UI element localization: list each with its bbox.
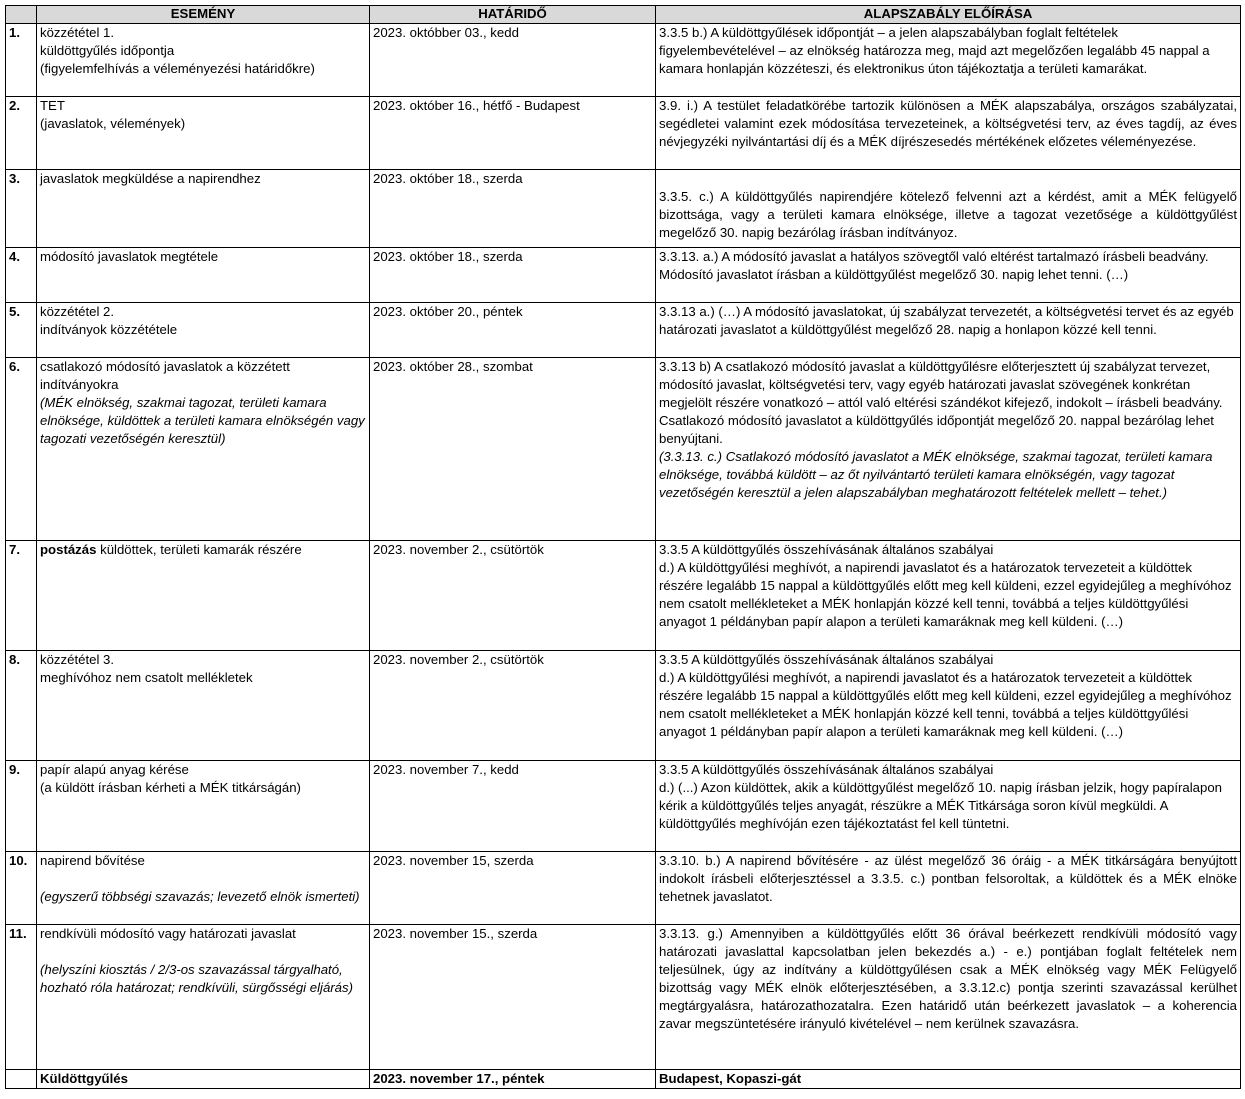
table-row — [6, 651, 1241, 761]
event-cell — [37, 541, 370, 651]
table-row — [6, 541, 1241, 651]
event-line: (javaslatok, vélemények) — [40, 116, 186, 131]
row-number: 8. — [6, 651, 37, 761]
rule-text: d.) A küldöttgyűlési meghívót, a napirendi javaslatot és a határozatok tervezeteit a küldöttek részére legalább 15 nappal a küldöttgyűlés előtt meg kell küldeni, ezzel egyidejűleg a meghívóhoz nem csatolt mellékleteket a MÉK honlapján közzé kell tenni, továbbá a teljes küldöttgyűlési anyagot 1 példányban papír alapon a területi kamaráknak meg kell küldeni. (…) — [659, 560, 1232, 629]
rule-cell — [656, 358, 1241, 541]
table-row — [6, 24, 1241, 97]
event-cell — [37, 24, 370, 97]
deadline-cell: 2023. november 7., kedd — [370, 761, 656, 852]
rule-text: d.) A küldöttgyűlési meghívót, a napirendi javaslatot és a határozatok tervezeteit a küldöttek részére legalább 15 nappal a küldöttgyűlés előtt meg kell küldeni, ezzel egyidejűleg a meghívóhoz nem csatolt mellékleteket a MÉK honlapján közzé kell tenni, továbbá a teljes küldöttgyűlési anyagot 1 példányban papír alapon a területi kamaráknak meg kell küldeni. (…) — [659, 670, 1232, 739]
final-row — [6, 1070, 1241, 1089]
spacer — [40, 870, 366, 888]
deadline-cell: 2023. október 20., péntek — [370, 303, 656, 358]
row-number: 10. — [6, 852, 37, 925]
rule-cell: 3.3.10. b.) A napirend bővítésére - az ülést megelőző 36 óráig - a MÉK titkárságára benyújtott indokolt írásbeli előterjesztéssel a 3.3.5. c.) pontban felsoroltak, a küldöttek és a MÉK elnöke tehetnek javaslatot. — [656, 852, 1241, 925]
event-line: javaslatok megküldése a napirendhez — [40, 171, 261, 186]
final-location: Budapest, Kopaszi-gát — [656, 1070, 1241, 1089]
event-line: (figyelemfelhívás a véleményezési határidőkre) — [40, 61, 315, 76]
deadline-cell: 2023. október 18., szerda — [370, 170, 656, 248]
row-number: 1. — [6, 24, 37, 97]
row-number: 5. — [6, 303, 37, 358]
event-cell — [37, 925, 370, 1070]
table-header-row — [6, 6, 1241, 24]
event-note: (helyszíni kiosztás / 2/3-os szavazással tárgyalható, hozható róla határozat; rendkívüli, sürgősségi eljárás) — [40, 962, 354, 995]
event-cell — [37, 303, 370, 358]
rule-cell — [656, 541, 1241, 651]
rule-heading: 3.3.5 A küldöttgyűlés összehívásának általános szabályai — [659, 542, 994, 557]
event-line: közzététel 2. — [40, 304, 115, 319]
row-number: 6. — [6, 358, 37, 541]
spacer — [40, 943, 366, 961]
rule-cell: 3.9. i.) A testület feladatkörébe tartozik különösen a MÉK alapszabálya, országos szabályzatai, segédletei valamint ezek módosítása tervezeteinek, a költségvetési terv, az éves tagdíj, az éves névjegyzéki nyilvántartási díj és a MÉK díjrészesedés mértékének előzetes véleményezése. — [656, 97, 1241, 170]
rule-cell — [656, 651, 1241, 761]
rule-text: 3.3.13 b) A csatlakozó módosító javaslat a küldöttgyűlésre előterjesztett új szabályzat tervezet, módosító javaslat, költségvetési terv, vagy egyéb határozati javaslat szövegének konkrétan megjelölt részére vonatkozó – attól való eltérési szándékot kifejező, indokolt – írásbeli beadvány. Csatlakozó módosító javaslatot a küldöttgyűlés időpontját megelőző 20. nappal bezárólag lehet benyújtani. — [659, 359, 1223, 446]
row-number: 11. — [6, 925, 37, 1070]
deadline-cell: 2023. november 15, szerda — [370, 852, 656, 925]
row-number: 3. — [6, 170, 37, 248]
deadline-cell: 2023. november 15., szerda — [370, 925, 656, 1070]
event-cell — [37, 852, 370, 925]
event-note: (MÉK elnökség, szakmai tagozat, területi kamara elnöksége, küldöttek a területi kamara elnökségén vagy tagozati vezetőségén keresztül) — [40, 395, 365, 446]
event-cell — [37, 248, 370, 303]
event-bold: postázás — [40, 542, 97, 557]
spacer — [659, 170, 1237, 188]
header-event: ESEMÉNY — [37, 6, 370, 24]
row-number: 9. — [6, 761, 37, 852]
deadline-cell: 2023. október 28., szombat — [370, 358, 656, 541]
rule-cell: 3.3.13. g.) Amennyiben a küldöttgyűlés előtt 36 órával beérkezett rendkívüli módosító vagy határozati javaslattal kapcsolatban jelen bekezdés a.) - e.) pontjában foglalt feltételek nem teljesülnek, úgy az indítvány a küldöttgyűlésen csak a MÉK elnökség vagy MÉK Felügyelő bizottság vagy MÉK elnök előterjesztésében, a 3.3.12.c) pontja szerinti szavazással kerülhet megtárgyalásra, határozathozatalra. Ezen határidő után beérkezett javaslatok – a koherencia zavar megszüntetésére irányuló kivételével – nem kerülnek szavazásra. — [656, 925, 1241, 1070]
row-number: 4. — [6, 248, 37, 303]
table-row — [6, 303, 1241, 358]
rule-cell: 3.3.13. a.) A módosító javaslat a hatályos szövegtől való eltérést tartalmazó írásbeli beadvány. Módosító javaslatot írásban a küldöttgyűlést megelőző 30. napig lehet tenni. (…) — [656, 248, 1241, 303]
event-line: (a küldött írásban kérheti a MÉK titkárságán) — [40, 780, 301, 795]
table-row — [6, 97, 1241, 170]
rule-cell: 3.3.13 a.) (…) A módosító javaslatokat, új szabályzat tervezetét, a költségvetési tervet és az egyéb határozati javaslatot a küldöttgyűlést megelőző 28. napig a honlapon közzé kell tenni. — [656, 303, 1241, 358]
row-number-empty — [6, 1070, 37, 1089]
table-row — [6, 170, 1241, 248]
event-cell — [37, 651, 370, 761]
final-deadline: 2023. november 17., péntek — [370, 1070, 656, 1089]
table-row — [6, 761, 1241, 852]
event-line: napirend bővítése — [40, 853, 145, 868]
rule-note: (3.3.13. c.) Csatlakozó módosító javaslatot a MÉK elnöksége, szakmai tagozat, területi kamara elnöksége, továbbá küldött – az őt nyilvántartó területi kamara elnökségén, vagy tagozat vezetőségén keresztül a jelen alapszabályban meghatározott feltételek mellett – tehet.) — [659, 449, 1213, 500]
event-line: rendkívüli módosító vagy határozati javaslat — [40, 926, 296, 941]
event-line: módosító javaslatok megtétele — [40, 249, 219, 264]
rule-cell: 3.3.5 b.) A küldöttgyűlések időpontját – a jelen alapszabályban foglalt feltételek figyelembevételével – az elnökség határozza meg, majd azt megelőzően legalább 45 nappal a kamara honlapján közzéteszi, és elektronikus úton tájékoztatja a területi kamarákat. — [656, 24, 1241, 97]
event-line: csatlakozó módosító javaslatok a közzétett indítványokra — [40, 359, 290, 392]
event-line: küldöttgyűlés időpontja — [40, 43, 175, 58]
rule-heading: 3.3.5 A küldöttgyűlés összehívásának általános szabályai — [659, 762, 994, 777]
deadline-cell: 2023. október 18., szerda — [370, 248, 656, 303]
event-line: indítványok közzététele — [40, 322, 178, 337]
deadline-cell: 2023. november 2., csütörtök — [370, 541, 656, 651]
rule-text: 3.3.5. c.) A küldöttgyűlés napirendjére kötelező felvenni azt a kérdést, amit a MÉK felügyelő bizottsága, vagy a területi kamara elnöksége, illetve a tagozat vezetősége a küldöttgyűlést megelőző 30. napig bezárólag írásban indítványoz. — [659, 189, 1237, 240]
row-number: 2. — [6, 97, 37, 170]
event-cell — [37, 170, 370, 248]
header-cell-empty — [6, 6, 37, 24]
table-row — [6, 358, 1241, 541]
row-number: 7. — [6, 541, 37, 651]
event-line: TET — [40, 98, 65, 113]
deadline-cell: 2023. november 2., csütörtök — [370, 651, 656, 761]
event-note: (egyszerű többségi szavazás; levezető elnök ismerteti) — [40, 889, 360, 904]
rule-heading: 3.3.5 A küldöttgyűlés összehívásának általános szabályai — [659, 652, 994, 667]
rule-text: d.) (...) Azon küldöttek, akik a küldöttgyűlést megelőző 10. napig írásban jelzik, hogy papíralapon kérik a küldöttgyűlés teljes anyagát, részükre a MÉK Titkársága soron kívül megküldi. A küldöttgyűlés meghívóján ezen tájékoztatást fel kell tüntetni. — [659, 780, 1222, 831]
rule-cell — [656, 761, 1241, 852]
event-cell — [37, 761, 370, 852]
event-line: papír alapú anyag kérése — [40, 762, 189, 777]
event-line: közzététel 3. — [40, 652, 115, 667]
event-cell — [37, 97, 370, 170]
event-line: meghívóhoz nem csatolt mellékletek — [40, 670, 253, 685]
schedule-table — [5, 5, 1241, 1089]
header-deadline: HATÁRIDŐ — [370, 6, 656, 24]
final-event: Küldöttgyűlés — [37, 1070, 370, 1089]
deadline-cell: 2023. október 16., hétfő - Budapest — [370, 97, 656, 170]
header-rule: ALAPSZABÁLY ELŐÍRÁSA — [656, 6, 1241, 24]
table-row — [6, 248, 1241, 303]
event-rest: küldöttek, területi kamarák részére — [96, 542, 302, 557]
event-line: közzététel 1. — [40, 25, 115, 40]
rule-cell — [656, 170, 1241, 248]
deadline-cell: 2023. októbber 03., kedd — [370, 24, 656, 97]
table-row — [6, 852, 1241, 925]
table-row — [6, 925, 1241, 1070]
event-cell — [37, 358, 370, 541]
